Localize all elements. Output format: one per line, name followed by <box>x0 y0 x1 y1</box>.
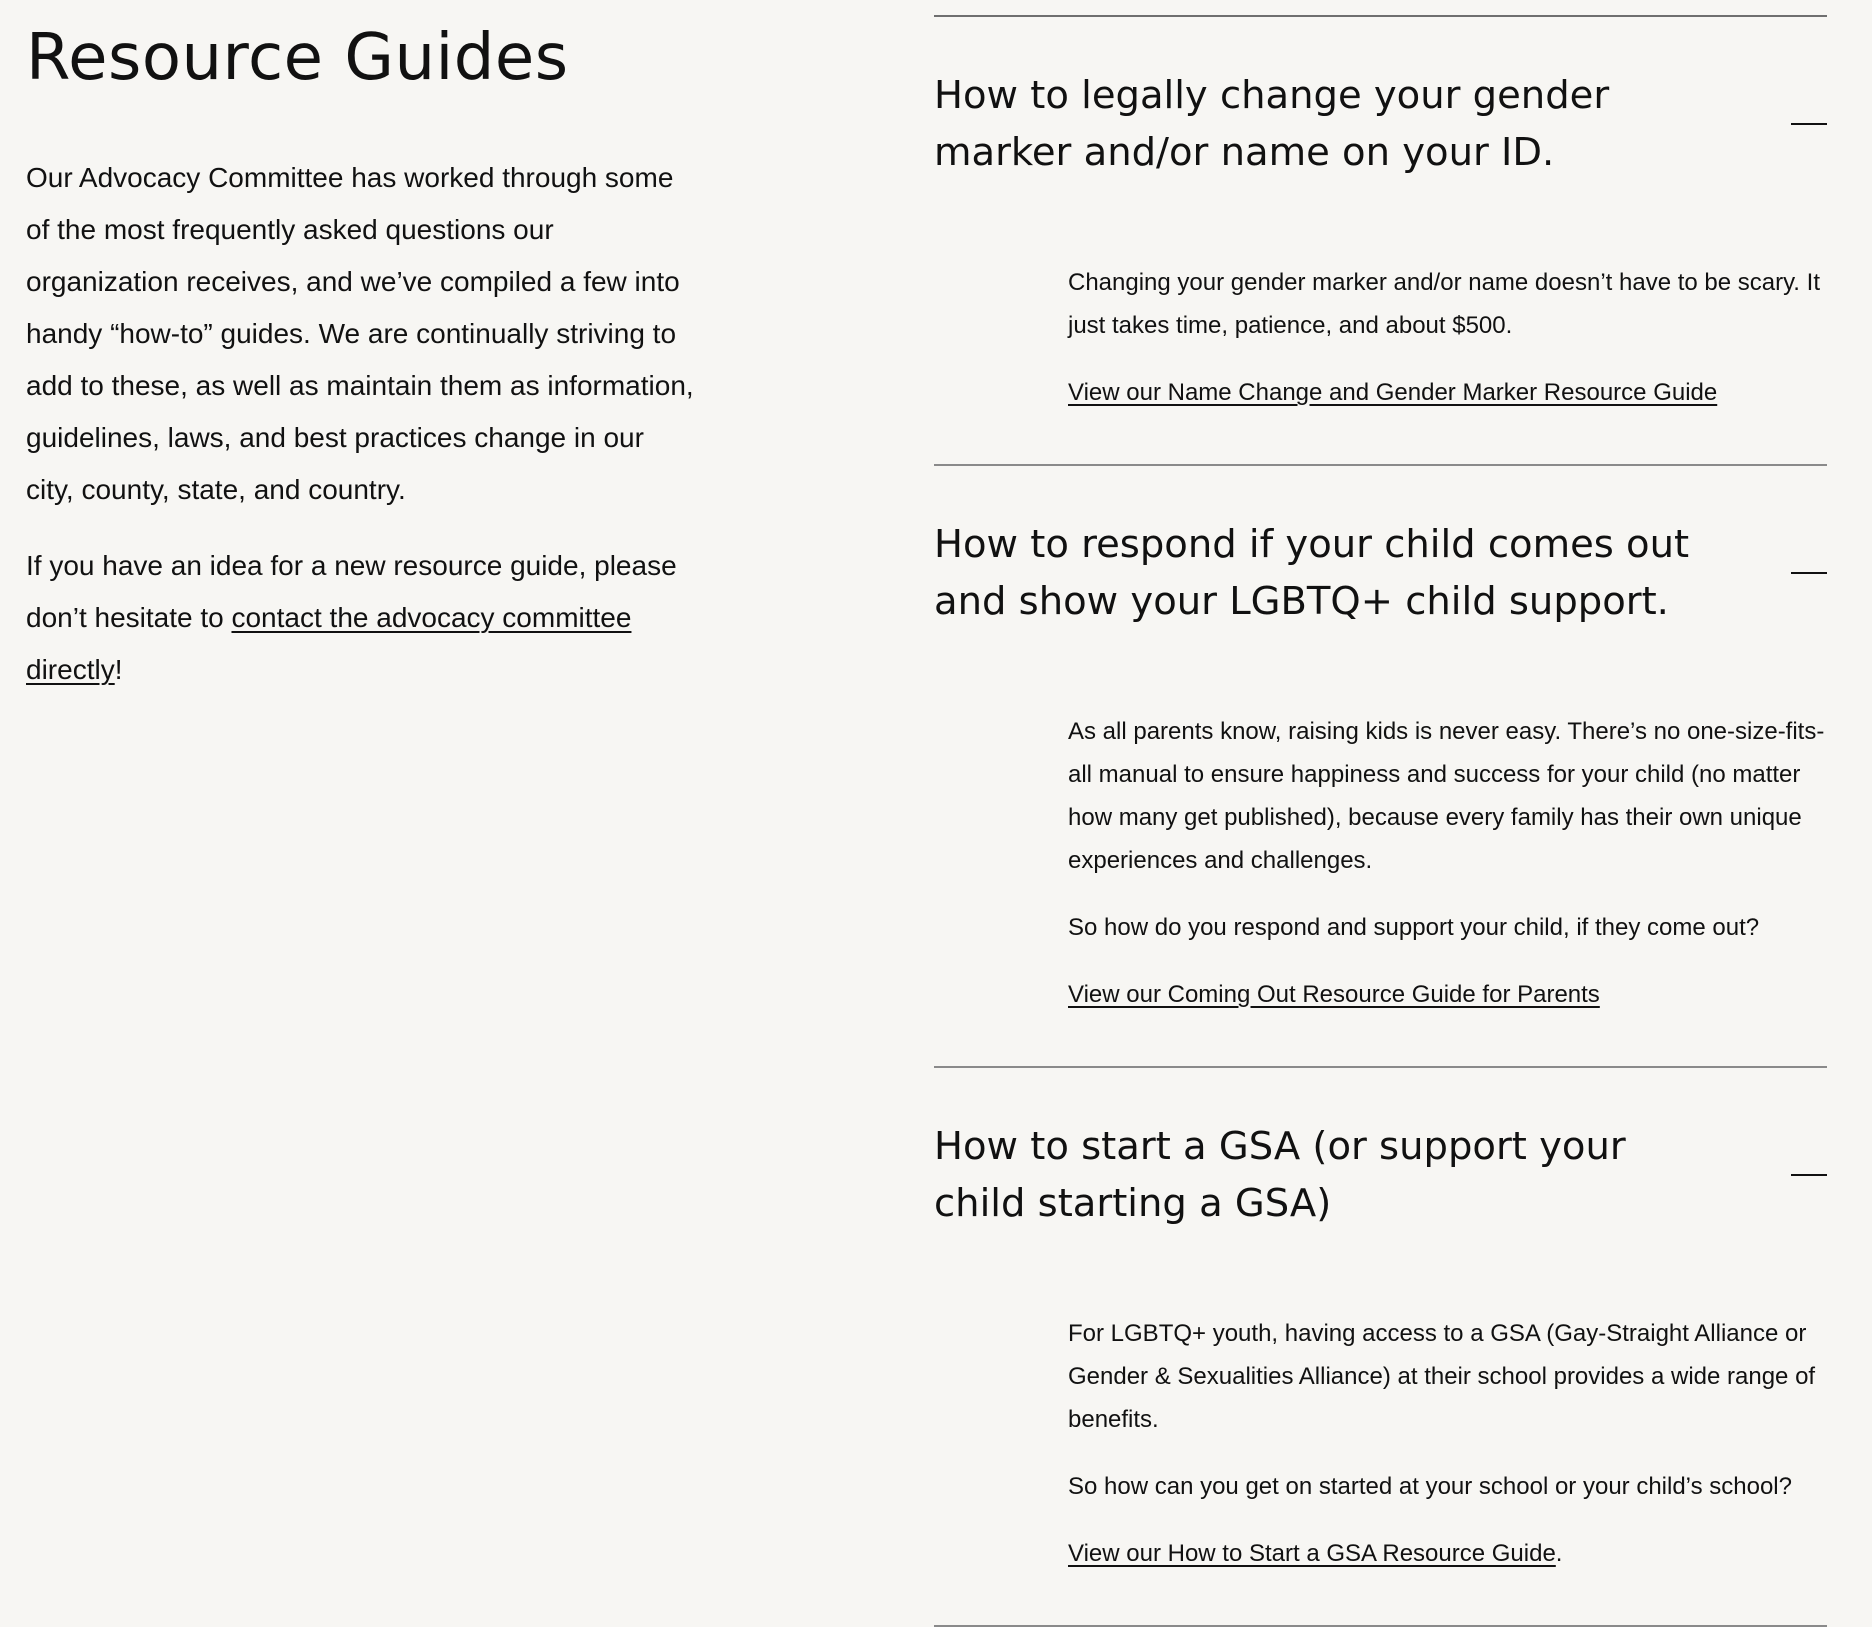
intro-section <box>26 14 696 696</box>
accordion-title: How to start a GSA (or support your child starting a GSA) <box>934 1124 1626 1226</box>
accordion-header-name-change[interactable] <box>934 17 1827 229</box>
accordion-item-coming-out <box>934 466 1827 1068</box>
name-change-guide-link[interactable]: View our Name Change and Gender Marker Resource Guide <box>1068 379 1718 406</box>
contact-paragraph <box>26 540 696 696</box>
accordion-link-row <box>1068 1532 1827 1575</box>
contact-text-after: ! <box>114 654 123 685</box>
contact-advocacy-link[interactable]: contact the advocacy committee directly <box>26 602 632 685</box>
accordion-panel-text: So how do you respond and support your child, if they come out? <box>1068 914 1760 941</box>
page-title: Resource Guides <box>26 21 569 95</box>
accordion-title: How to legally change your gender marker and/or name on your ID. <box>934 73 1610 175</box>
accordion-panel <box>934 678 1827 1066</box>
accordion-link-row <box>1068 371 1827 414</box>
accordion-panel-text: So how can you get on started at your school or your child’s school? <box>1068 1473 1792 1500</box>
gsa-guide-link[interactable]: View our How to Start a GSA Resource Guide <box>1068 1540 1556 1567</box>
minus-icon[interactable] <box>1791 572 1827 574</box>
accordion-panel-text: Changing your gender marker and/or name doesn’t have to be scary. It just takes time, patience, and about $500. <box>1068 269 1820 339</box>
accordion-panel-text: For LGBTQ+ youth, having access to a GSA (Gay-Straight Alliance or Gender & Sexualities Alliance) at their school provides a wide range of benefits. <box>1068 1320 1816 1433</box>
accordion-header-gsa[interactable] <box>934 1068 1827 1280</box>
accordion-header-coming-out[interactable] <box>934 466 1827 678</box>
intro-paragraph: Our Advocacy Committee has worked through some of the most frequently asked questions our organization receives, and we’ve compiled a few into handy “how-to” guides. We are continually striving to add to these, as well as maintain them as information, guidelines, laws, and best practices change in our city, county, state, and country. <box>26 162 694 505</box>
accordion-title: How to respond if your child comes out and show your LGBTQ+ child support. <box>934 522 1690 624</box>
minus-icon[interactable] <box>1791 1174 1827 1176</box>
accordion-link-row <box>1068 973 1827 1016</box>
contact-text-before: If you have an idea for a new resource guide, please don’t hesitate to <box>26 550 677 633</box>
accordion-panel <box>934 229 1827 464</box>
resource-guides-accordion <box>934 15 1827 1627</box>
minus-icon[interactable] <box>1791 123 1827 125</box>
coming-out-guide-link[interactable]: View our Coming Out Resource Guide for Parents <box>1068 981 1600 1008</box>
accordion-item-name-change <box>934 17 1827 466</box>
accordion-panel <box>934 1280 1827 1625</box>
accordion-item-gsa <box>934 1068 1827 1627</box>
link-suffix: . <box>1555 1540 1563 1567</box>
accordion-panel-text: As all parents know, raising kids is never easy. There’s no one-size-fits-all manual to ensure happiness and success for your child (no matter how many get published), because every family has their own unique experiences and challenges. <box>1068 718 1825 874</box>
